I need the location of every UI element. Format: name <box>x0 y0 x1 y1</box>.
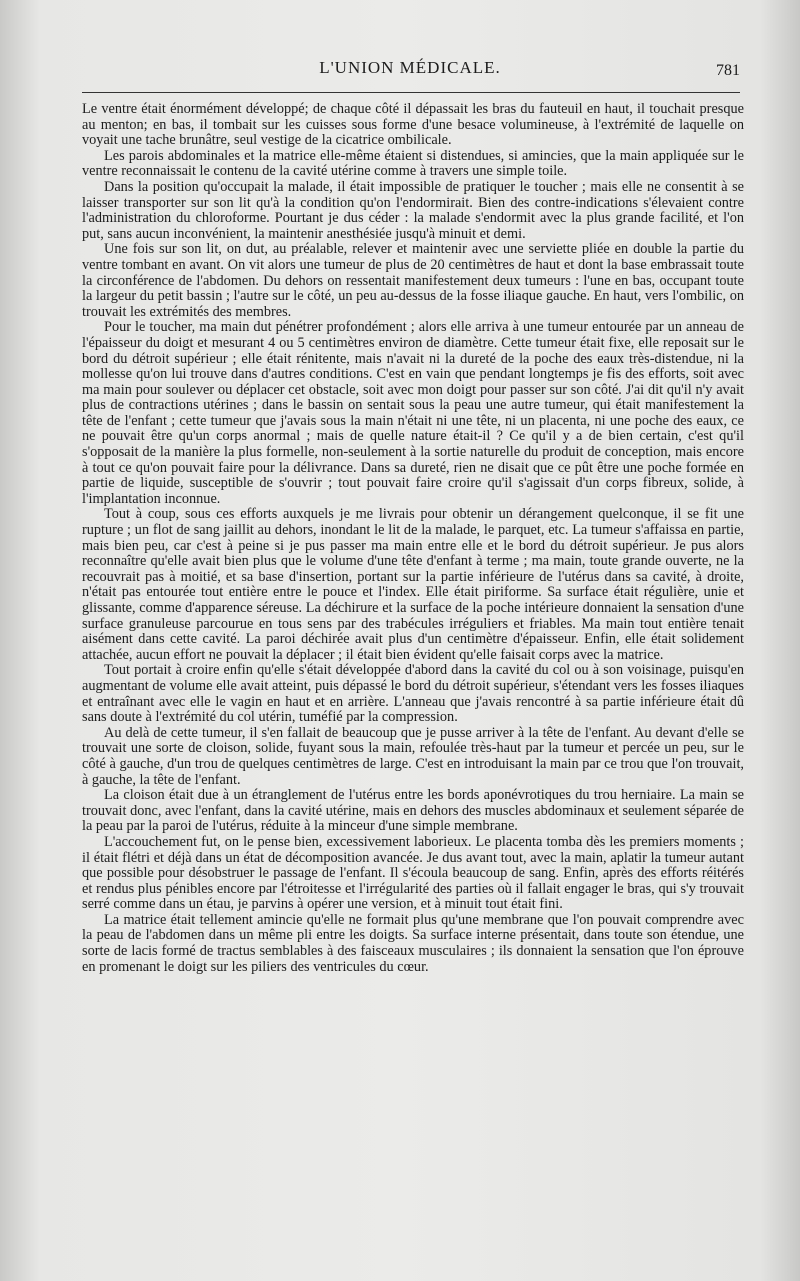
paragraph: Tout portait à croire enfin qu'elle s'était développée d'abord dans la cavité du col ou à son voisinage, puisqu'en augmentant de volume elle avait atteint, puis dépassé le bord du détroit supérieur, s'étendant vers les fosses iliaques et entraînant avec elle le vagin en haut et en arrière. L'anneau que j'avais rencontré à sa partie inférieure était dû sans doute à l'extrémité du col utérin, tuméfié par la compression. <box>82 662 744 726</box>
paragraph: Une fois sur son lit, on dut, au préalable, relever et maintenir avec une serviette pliée en double la partie du ventre tombant en avant. On vit alors une tumeur de plus de 20 centimètres de haut et dont la base embrassait toute la circonférence de l'abdomen. Du dehors on ressentait manifestement deux tumeurs : l'une en bas, occupant toute la largeur du petit bassin ; l'autre sur le côté, un peu au-dessus de la fosse iliaque gauche. En haut, vers l'ombilic, on trouvait les extrémités des membres. <box>82 241 744 320</box>
paragraph: La cloison était due à un étranglement de l'utérus entre les bords aponévrotiques du trou herniaire. La main se trouvait donc, avec l'enfant, dans la cavité utérine, mais en dehors des muscles abdominaux et seulement séparée de la peau par la paroi de l'utérus, réduite à la minceur d'une simple membrane. <box>82 787 744 835</box>
paragraph: La matrice était tellement amincie qu'elle ne formait plus qu'une membrane que l'on pouvait comprendre avec la peau de l'abdomen dans un même pli entre les doigts. Sa surface interne présentait, dans toute son étendue, une sorte de lacis formé de tractus semblables à des faisceaux musculaires ; ils donnaient la sensation que l'on éprouve en promenant le doigt sur les piliers des ventricules du cœur. <box>82 911 744 975</box>
paragraph: Pour le toucher, ma main dut pénétrer profondément ; alors elle arriva à une tumeur entourée par un anneau de l'épaisseur du doigt et mesurant 4 ou 5 centimètres environ de diamètre. Cette tumeur était fixe, elle reposait sur le bord du détroit supérieur ; elle était rénitente, mais n'avait ni la dureté de la poche des eaux très-distendue, ni la mollesse qu'on lui trouve dans d'autres conditions. C'est en vain que pendant longtemps je fis des efforts, soit avec ma main pour soulever ou déplacer cet obstacle, soit avec mon doigt pour passer sur son côté. J'ai dit qu'il n'y avait plus de contractions utérines ; dans le bassin on sentait sous la peau une autre tumeur, qui était manifestement la tête de l'enfant ; cette tumeur que j'avais sous la main n'était ni une tête, ni un placenta, ni une poche des eaux, ce ne pouvait être qu'un corps anormal ; mais de quelle nature était-il ? Ce qu'il y a de bien certain, c'est qu'il s'opposait de la manière la plus formelle, non-seulement à la sortie naturelle du produit de conception, mais encore à tout ce qu'on pouvait faire pour la délivrance. Dans sa dureté, rien ne disait que ce pût être une poche formée en partie de liquide, susceptible de s'ouvrir ; tout pouvait faire croire qu'il s'agissait d'un corps fibreux, solide, à l'implantation inconnue. <box>82 319 744 507</box>
paragraph: Le ventre était énormément développé; de chaque côté il dépassait les bras du fauteuil en haut, il touchait presque au menton; en bas, il tombait sur les cuisses sous forme d'une besace volumineuse, à l'extrémité de laquelle on voyait une tache brunâtre, seul vestige de la cicatrice ombilicale. <box>82 101 744 149</box>
running-title: L'UNION MÉDICALE. <box>319 58 501 77</box>
header-rule <box>82 92 740 93</box>
page-header <box>80 58 740 86</box>
paragraph: Dans la position qu'occupait la malade, il était impossible de pratiquer le toucher ; mais elle ne consentit à se laisser transporter sur son lit qu'à la condition qu'on l'endormirait. Bien des contre-indications s'élevaient contre l'administration du chloroforme. Pourtant je dus céder : la malade s'endormit avec la plus grande facilité, et l'on put, sans aucun inconvénient, la maintenir anesthésiée jusqu'à minuit et demi. <box>82 178 744 242</box>
paragraph: Les parois abdominales et la matrice elle-même étaient si distendues, si amincies, que la main appliquée sur le ventre reconnaissait le contenu de la cavité utérine comme à travers une simple toile. <box>82 147 744 180</box>
paragraph: Au delà de cette tumeur, il s'en fallait de beaucoup que je pusse arriver à la tête de l'enfant. Au devant d'elle se trouvait une sorte de cloison, solide, fuyant sous la main, refoulée très-haut par la tumeur et percée un peu, sur le côté à gauche, d'un trou de quelques centimètres de large. C'est en introduisant la main par ce trou que l'on trouvait, à gauche, la tête de l'enfant. <box>82 724 744 788</box>
paragraph: L'accouchement fut, on le pense bien, excessivement laborieux. Le placenta tomba dès les premiers moments ; il était flétri et déjà dans un état de décomposition avancée. Je dus avant tout, avec la main, aplatir la tumeur autant que possible pour désobstruer le passage de l'enfant. Il s'écoula beaucoup de sang. Enfin, après des efforts réitérés et rendus plus pénibles encore par l'étroitesse et l'irrégularité des parties où il fallait engager le bras, qui s'y trouvait serré comme dans un étau, je parvins à opérer une version, et à minuit tout était fini. <box>82 833 744 913</box>
paragraph: Tout à coup, sous ces efforts auxquels je me livrais pour obtenir un dérangement quelconque, il se fit une rupture ; un flot de sang jaillit au dehors, inondant le lit de la malade, le parquet, etc. La tumeur s'affaissa en partie, mais bien peu, car c'est à peine si je pus passer ma main entre elle et le bord du détroit supérieur. Je pus alors reconnaître qu'elle avait bien plus que le volume d'une tête d'enfant à terme ; ma main, toute grande ouverte, ne la recouvrait pas à moitié, et sa base d'insertion, portant sur la partie inférieure de l'utérus dans sa cavité, à droite, n'était pas entourée tout entière entre le pouce et l'index. Elle était piriforme. Sa surface était régulière, unie et glissante, comme d'apparence séreuse. La déchirure et la surface de la poche intérieure donnaient la sensation d'une surface granuleuse parcourue en tous sens par des trabécules irréguliers et friables. Ma main tout entière tenait aisément dans cette cavité. La paroi déchirée avait plus d'un centimètre d'épaisseur. Enfin, elle était solidement attachée, aucun effort ne pouvait la déplacer ; il était bien évident qu'elle faisait corps avec la matrice. <box>82 506 744 663</box>
article-body <box>82 102 744 975</box>
page-number: 781 <box>716 62 740 79</box>
